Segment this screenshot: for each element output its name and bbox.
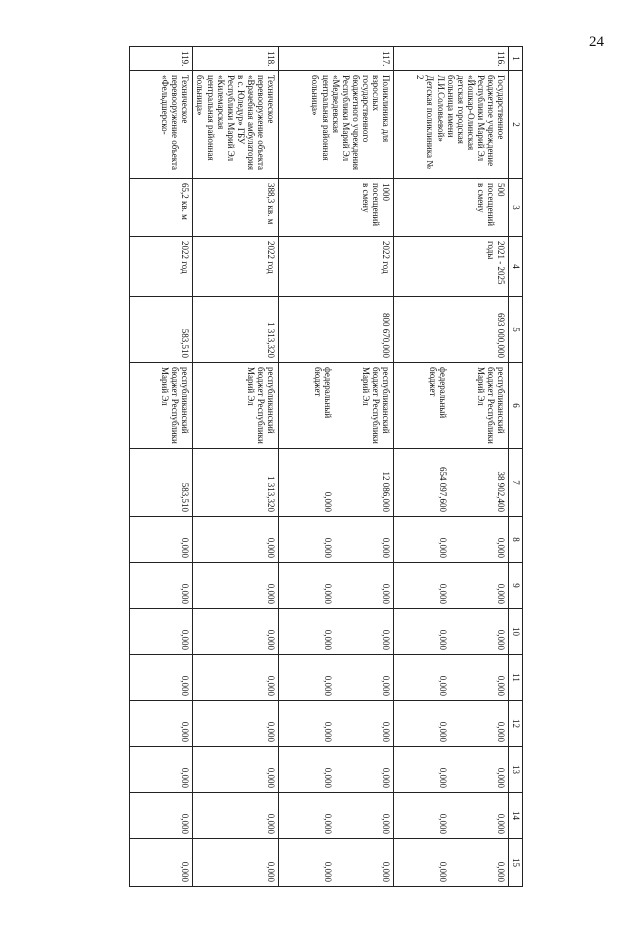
value-c11-line: 0,000 bbox=[496, 675, 506, 696]
column-header-14: 14 bbox=[509, 793, 523, 839]
table-body bbox=[130, 47, 509, 887]
funding-amount bbox=[394, 449, 509, 517]
period: 2021 - 2025 годы bbox=[394, 237, 509, 297]
value-c8 bbox=[130, 517, 193, 563]
funding-amount-line: 12 086,000 bbox=[381, 471, 391, 512]
value-c14 bbox=[130, 793, 193, 839]
table-rotated-container bbox=[115, 46, 523, 942]
column-header-1: 1 bbox=[509, 47, 523, 71]
value-c12-line: 0,000 bbox=[496, 721, 506, 742]
funding-source-line: республиканский бюджет Республики Марий Эл bbox=[245, 367, 276, 444]
value-c9-line: 0,000 bbox=[266, 583, 276, 604]
value-c10-line: 0,000 bbox=[496, 629, 506, 650]
period: 2022 год bbox=[130, 237, 193, 297]
value-c15 bbox=[193, 839, 279, 887]
value-c8-line: 0,000 bbox=[438, 537, 448, 558]
total-cost: 693 000,000 bbox=[394, 297, 509, 363]
value-c10 bbox=[193, 609, 279, 655]
value-c10-line: 0,000 bbox=[438, 629, 448, 650]
row-number: 117. bbox=[279, 47, 394, 71]
value-c15-line: 0,000 bbox=[323, 861, 333, 882]
value-c9-line: 0,000 bbox=[180, 583, 191, 604]
capacity: 388,3 кв. м bbox=[193, 179, 279, 237]
funding-source-line: федеральный бюджет bbox=[427, 367, 448, 419]
value-c9-line: 0,000 bbox=[438, 583, 448, 604]
funding-source bbox=[394, 363, 509, 449]
value-c9 bbox=[394, 563, 509, 609]
value-c15-line: 0,000 bbox=[438, 861, 448, 882]
value-c13-line: 0,000 bbox=[496, 767, 506, 788]
value-c15-line: 0,000 bbox=[266, 861, 276, 882]
value-c15-line: 0,000 bbox=[496, 861, 506, 882]
value-c14-line: 0,000 bbox=[180, 813, 191, 834]
object-name: Техническое перевооружение объекта «Врачебная амбулатория в с. Юледур» ГБУ Республики Марий Эл «Килемарская центральная районная больница» bbox=[193, 71, 279, 179]
value-c8 bbox=[279, 517, 394, 563]
value-c10 bbox=[130, 609, 193, 655]
value-c11 bbox=[279, 655, 394, 701]
value-c10-line: 0,000 bbox=[266, 629, 276, 650]
funding-amount-line: 583,510 bbox=[180, 482, 191, 512]
funding-source-line: республиканский бюджет Республики Марий Эл bbox=[360, 367, 391, 444]
value-c15 bbox=[279, 839, 394, 887]
value-c13-line: 0,000 bbox=[438, 767, 448, 788]
value-c11 bbox=[394, 655, 509, 701]
funding-source bbox=[279, 363, 394, 449]
capacity: 65,2 кв. м bbox=[130, 179, 193, 237]
value-c12-line: 0,000 bbox=[266, 721, 276, 742]
value-c9 bbox=[193, 563, 279, 609]
funding-amount-line: 654 097,600 bbox=[438, 467, 448, 512]
period: 2022 год bbox=[193, 237, 279, 297]
value-c13 bbox=[130, 747, 193, 793]
value-c8-line: 0,000 bbox=[496, 537, 506, 558]
value-c15-line: 0,000 bbox=[180, 861, 191, 882]
table-row bbox=[279, 47, 394, 887]
capacity: 1000 посещений в смену bbox=[279, 179, 394, 237]
value-c15-line: 0,000 bbox=[381, 861, 391, 882]
value-c11-line: 0,000 bbox=[323, 675, 333, 696]
row-number: 119. bbox=[130, 47, 193, 71]
funding-amount-line: 1 313,320 bbox=[266, 476, 276, 512]
value-c9 bbox=[279, 563, 394, 609]
value-c8 bbox=[193, 517, 279, 563]
object-name: Поликлиника для взрослых государственного бюджетного учреждения Республики Марий Эл «Медведевская центральная районная больница» bbox=[279, 71, 394, 179]
value-c9-line: 0,000 bbox=[381, 583, 391, 604]
value-c8-line: 0,000 bbox=[323, 537, 333, 558]
value-c11-line: 0,000 bbox=[438, 675, 448, 696]
value-c8-line: 0,000 bbox=[266, 537, 276, 558]
value-c13 bbox=[279, 747, 394, 793]
value-c9 bbox=[130, 563, 193, 609]
value-c14 bbox=[193, 793, 279, 839]
funding-source-line: федеральный бюджет bbox=[312, 367, 333, 419]
funding-source-line: республиканский бюджет Республики Марий Эл bbox=[160, 367, 191, 444]
value-c11-line: 0,000 bbox=[266, 675, 276, 696]
funding-amount bbox=[130, 449, 193, 517]
value-c9-line: 0,000 bbox=[323, 583, 333, 604]
table-row bbox=[193, 47, 279, 887]
value-c14-line: 0,000 bbox=[266, 813, 276, 834]
column-header-15: 15 bbox=[509, 839, 523, 887]
column-number-header-row bbox=[509, 47, 523, 887]
column-header-5: 5 bbox=[509, 297, 523, 363]
value-c10 bbox=[279, 609, 394, 655]
column-header-13: 13 bbox=[509, 747, 523, 793]
value-c13-line: 0,000 bbox=[266, 767, 276, 788]
value-c15 bbox=[130, 839, 193, 887]
capacity: 500 посещений в смену bbox=[394, 179, 509, 237]
total-cost: 1 313,320 bbox=[193, 297, 279, 363]
funding-amount bbox=[279, 449, 394, 517]
column-header-8: 8 bbox=[509, 517, 523, 563]
column-header-3: 3 bbox=[509, 179, 523, 237]
table-row bbox=[130, 47, 193, 887]
value-c14 bbox=[279, 793, 394, 839]
column-header-10: 10 bbox=[509, 609, 523, 655]
column-header-2: 2 bbox=[509, 71, 523, 179]
total-cost: 800 670,000 bbox=[279, 297, 394, 363]
funding-amount-line: 38 902,400 bbox=[496, 471, 506, 512]
value-c12 bbox=[279, 701, 394, 747]
value-c8-line: 0,000 bbox=[180, 537, 191, 558]
value-c10-line: 0,000 bbox=[180, 629, 191, 650]
value-c12-line: 0,000 bbox=[438, 721, 448, 742]
value-c13 bbox=[193, 747, 279, 793]
value-c14 bbox=[394, 793, 509, 839]
column-header-7: 7 bbox=[509, 449, 523, 517]
table-row bbox=[394, 47, 509, 887]
value-c13 bbox=[394, 747, 509, 793]
funding-source bbox=[193, 363, 279, 449]
value-c13-line: 0,000 bbox=[323, 767, 333, 788]
value-c8 bbox=[394, 517, 509, 563]
value-c10 bbox=[394, 609, 509, 655]
column-header-12: 12 bbox=[509, 701, 523, 747]
period: 2022 год bbox=[279, 237, 394, 297]
funding-amount bbox=[193, 449, 279, 517]
value-c14-line: 0,000 bbox=[438, 813, 448, 834]
value-c11-line: 0,000 bbox=[180, 675, 191, 696]
column-header-4: 4 bbox=[509, 237, 523, 297]
value-c12 bbox=[193, 701, 279, 747]
value-c12-line: 0,000 bbox=[323, 721, 333, 742]
value-c13-line: 0,000 bbox=[381, 767, 391, 788]
value-c14-line: 0,000 bbox=[381, 813, 391, 834]
value-c11 bbox=[130, 655, 193, 701]
total-cost: 583,510 bbox=[130, 297, 193, 363]
value-c10-line: 0,000 bbox=[381, 629, 391, 650]
value-c9-line: 0,000 bbox=[496, 583, 506, 604]
row-number: 116. bbox=[394, 47, 509, 71]
value-c12 bbox=[394, 701, 509, 747]
object-name: Техническое перевооружение объекта «Фельдшерско- bbox=[130, 71, 193, 179]
value-c12-line: 0,000 bbox=[180, 721, 191, 742]
value-c8-line: 0,000 bbox=[381, 537, 391, 558]
column-header-11: 11 bbox=[509, 655, 523, 701]
value-c13-line: 0,000 bbox=[180, 767, 191, 788]
funding-amount-line: 0,000 bbox=[323, 491, 333, 512]
column-header-9: 9 bbox=[509, 563, 523, 609]
value-c11 bbox=[193, 655, 279, 701]
value-c14-line: 0,000 bbox=[323, 813, 333, 834]
value-c12 bbox=[130, 701, 193, 747]
value-c10-line: 0,000 bbox=[323, 629, 333, 650]
funding-source-line: республиканский бюджет Республики Марий Эл bbox=[475, 367, 506, 444]
row-number: 118. bbox=[193, 47, 279, 71]
value-c12-line: 0,000 bbox=[381, 721, 391, 742]
value-c14-line: 0,000 bbox=[496, 813, 506, 834]
page-number: 24 bbox=[589, 34, 604, 50]
funding-source bbox=[130, 363, 193, 449]
object-name: Государственное бюджетное учреждение Республики Марий Эл «Йошкар-Олинская детская городская больница имени Л.И.Соловьевой» Детская поликлиника № 2 bbox=[394, 71, 509, 179]
investment-table bbox=[129, 46, 523, 887]
value-c15 bbox=[394, 839, 509, 887]
value-c11-line: 0,000 bbox=[381, 675, 391, 696]
column-header-6: 6 bbox=[509, 363, 523, 449]
